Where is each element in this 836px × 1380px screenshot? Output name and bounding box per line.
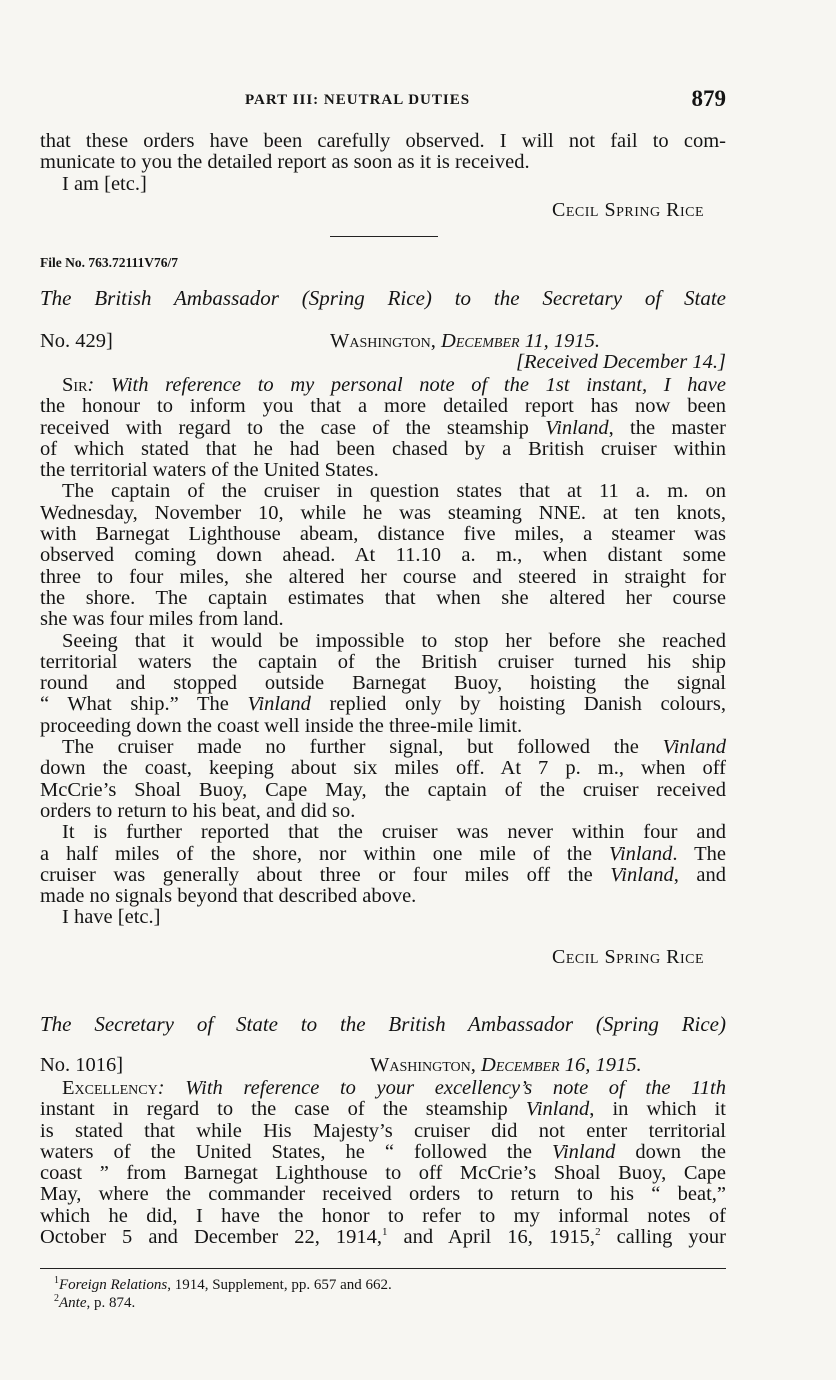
text-run: , and <box>673 863 726 886</box>
letter-body <box>40 1078 726 1248</box>
text-line: the shore. The captain estimates that when she altered her course <box>40 586 726 609</box>
text-run: replied only by hoisting Danish colours, <box>310 693 726 716</box>
text-run: The cruiser made no further signal, but followed the <box>62 736 663 759</box>
text-line <box>40 1142 726 1163</box>
text-line: that these orders have been carefully observed. I will not fail to com- <box>40 130 726 152</box>
text-line: territorial waters the captain of the British cruiser turned his ship <box>40 650 726 673</box>
place-name: Washington, <box>330 330 436 352</box>
ship-name: : With reference to my personal note of the 1st instant, I have <box>87 374 726 396</box>
footnote-rule <box>40 1268 726 1269</box>
document-number: No. 429] <box>40 330 113 352</box>
page-number: 879 <box>691 86 726 111</box>
section-divider <box>330 236 438 237</box>
footnote-ref: 1 <box>381 1226 388 1239</box>
document-title: The Secretary of State to the British Ambassador (Spring Rice) <box>40 1012 726 1036</box>
date: December 16, 1915. <box>481 1054 642 1076</box>
ship-name: : With reference to your excellency’s note of the 11th <box>157 1077 726 1099</box>
text-line: is stated that while His Majesty’s cruiser did not enter territorial <box>40 1119 726 1142</box>
text-line: round and stopped outside Barnegat Buoy, hoisting the signal <box>40 672 726 695</box>
text-run: , the master <box>608 416 726 439</box>
text-line <box>40 418 726 439</box>
text-line: the honour to inform you that a more detailed report has now been <box>40 395 726 418</box>
text-line: three to four miles, she altered her course and steered in straight for <box>40 565 726 588</box>
footnote-mark: 2 <box>54 1293 59 1304</box>
text-run: calling your <box>600 1226 726 1249</box>
text-line: proceeding down the coast well inside the three-mile limit. <box>40 714 523 737</box>
text-line: Wednesday, November 10, while he was steaming NNE. at ten knots, <box>40 501 726 524</box>
text-run: waters of the United States, he “ followed the <box>40 1140 552 1163</box>
text-line <box>40 1227 726 1248</box>
text-line <box>40 737 726 758</box>
document-number: No. 1016] <box>40 1054 124 1076</box>
text-run: instant in regard to the case of the steamship <box>40 1098 526 1121</box>
text-line: It is further reported that the cruiser was never within four and <box>62 821 726 844</box>
text-line: made no signals beyond that described above. <box>40 885 417 908</box>
continued-paragraph <box>40 131 726 195</box>
text-line: coast ” from Barnegat Lighthouse to off McCrie’s Shoal Buoy, Cape <box>40 1162 726 1185</box>
text-line: down the coast, keeping about six miles off. At 7 p. m., when off <box>40 757 726 780</box>
text-line <box>40 865 726 886</box>
document-title: The British Ambassador (Spring Rice) to the Secretary of State <box>40 286 726 310</box>
footnote <box>54 1294 135 1312</box>
place <box>370 1054 642 1077</box>
ship-name: Vinland <box>525 1098 590 1121</box>
text-line <box>40 694 726 715</box>
text-run: and April 16, 1915, <box>387 1226 596 1249</box>
text-line: orders to return to his beat, and did so. <box>40 799 356 822</box>
text-line: The captain of the cruiser in question states that at 11 a. m. on <box>62 480 726 503</box>
text-run: . The <box>672 842 726 865</box>
signature: Cecil Spring Rice <box>552 946 704 968</box>
ship-name: Vinland <box>610 863 674 886</box>
ship-name: Vinland <box>662 736 726 759</box>
footnote-ref: 2 <box>595 1226 601 1239</box>
footnote-text: , 1914, Supplement, pp. 657 and 662. <box>167 1277 392 1293</box>
text-run: received with regard to the case of the steamship <box>40 416 546 439</box>
letter-body <box>40 375 726 929</box>
closing: I am [etc.] <box>62 172 147 195</box>
page-header <box>40 86 726 116</box>
date: December 11, 1915. <box>441 330 601 352</box>
place <box>330 330 600 353</box>
footnote-source: Ante <box>59 1295 87 1311</box>
footnote <box>54 1276 392 1294</box>
running-head: PART III: NEUTRAL DUTIES <box>245 92 471 108</box>
text-line: Seeing that it would be impossible to stop her before she reached <box>62 629 726 652</box>
text-line: with Barnegat Lighthouse abeam, distance five miles, a steamer was <box>40 523 726 546</box>
ship-name: Vinland <box>551 1140 616 1163</box>
text-line <box>40 375 726 396</box>
ship-name: Vinland <box>247 693 311 716</box>
footnote-text: , p. 874. <box>86 1295 136 1311</box>
ship-name: Vinland <box>608 842 673 865</box>
place-name: Washington, <box>370 1054 476 1076</box>
closing: I have [etc.] <box>62 906 161 929</box>
salutation: Sir <box>62 374 88 396</box>
ship-name: Vinland <box>545 416 609 439</box>
text-line: which he did, I have the honor to refer to my informal notes of <box>40 1204 726 1227</box>
text-line: observed coming down ahead. At 11.10 a. m., when distant some <box>40 544 726 567</box>
text-line: McCrie’s Shoal Buoy, Cape May, the captain of the cruiser received <box>40 778 726 801</box>
text-run: “ What ship.” The <box>40 693 248 716</box>
text-run: , in which it <box>589 1098 726 1121</box>
text-line: of which stated that he had been chased by a British cruiser within <box>40 437 726 460</box>
received-date: [Received December 14.] <box>515 351 726 373</box>
text-run: October 5 and December 22, 1914, <box>40 1226 382 1249</box>
text-run: a half miles of the shore, nor within one mile of the <box>40 842 609 865</box>
text-run: down the <box>615 1140 726 1163</box>
text-line: May, where the commander received orders to return to his “ beat,” <box>40 1183 726 1206</box>
signature: Cecil Spring Rice <box>552 199 704 221</box>
footnote-mark: 1 <box>54 1275 59 1286</box>
salutation: Excellency <box>62 1077 158 1099</box>
text-line <box>40 1078 726 1099</box>
text-line <box>40 1099 726 1120</box>
text-line <box>40 844 726 865</box>
text-line: municate to you the detailed report as soon as it is received. <box>40 151 530 174</box>
footnote-source: Foreign Relations <box>59 1277 168 1293</box>
text-run: cruiser was generally about three or four miles off the <box>40 863 611 886</box>
text-line: she was four miles from land. <box>40 608 284 631</box>
text-line: the territorial waters of the United States. <box>40 459 379 482</box>
file-number: File No. 763.72111V76/7 <box>40 255 178 270</box>
